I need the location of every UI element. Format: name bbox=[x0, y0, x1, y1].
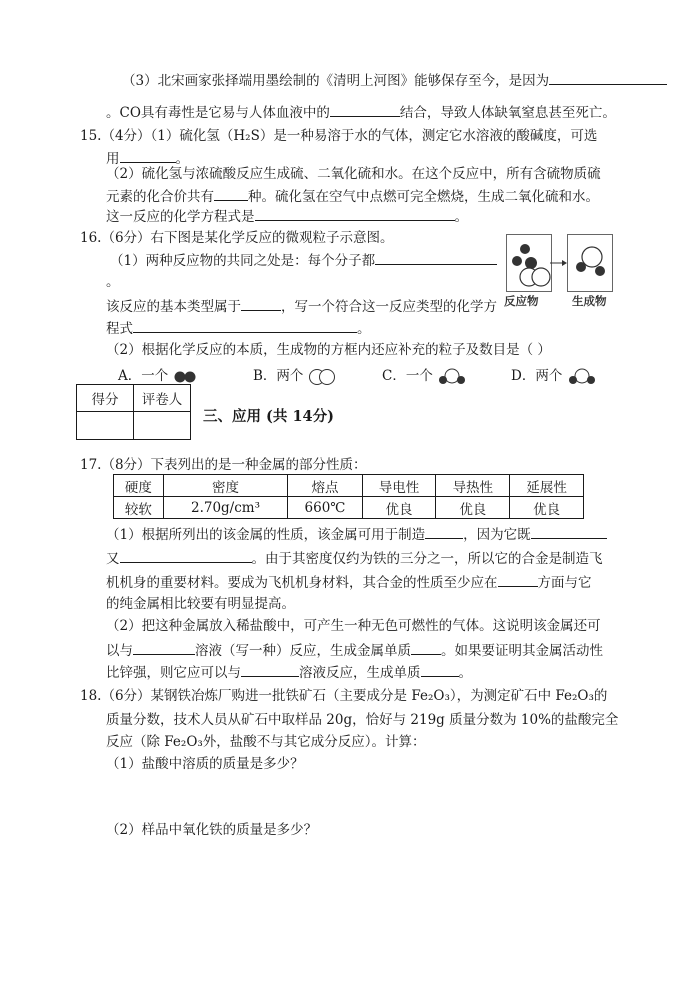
reactant-caption: 反应物 bbox=[504, 294, 539, 308]
table-header: 导热性 bbox=[436, 475, 510, 497]
product-box bbox=[567, 234, 613, 292]
score-label: 得分 bbox=[77, 385, 134, 412]
table-header: 熔点 bbox=[288, 475, 362, 497]
q17-p1-text1b: ，因为它既 bbox=[463, 527, 531, 543]
bent-molecule-icon bbox=[567, 368, 597, 386]
answer-blank[interactable] bbox=[214, 186, 248, 201]
q14-3-text2b: 结合，导致人体缺氧窒息甚至死亡。 bbox=[399, 105, 616, 121]
q17-p1-line1 bbox=[106, 524, 607, 545]
q17-p1-line3 bbox=[106, 572, 592, 593]
q18-line2: 质量分数，技术人员从矿石中取样品 20g，恰好与 219g 质量分数为 10%的盐酸完全 bbox=[106, 712, 619, 728]
answer-blank[interactable] bbox=[255, 206, 455, 221]
option-d[interactable] bbox=[511, 366, 597, 386]
q14-3-text2a: 。CO具有毒性是它易与人体血液中的 bbox=[106, 105, 330, 121]
q18-line3: 反应（除 Fe₂O₃外，盐酸不与其它成分反应）。计算： bbox=[106, 734, 426, 750]
answer-blank[interactable] bbox=[375, 250, 497, 265]
q16-line5 bbox=[106, 318, 371, 339]
grader-cell[interactable] bbox=[134, 412, 191, 440]
q17-p2-text2b: 溶液（写一种）反应，生成金属单质 bbox=[195, 643, 411, 659]
reactant-box bbox=[506, 234, 552, 292]
two-black-atoms-icon bbox=[173, 370, 199, 384]
q16-line2 bbox=[110, 250, 497, 271]
q17-p2-text3b: 溶液反应，生成单质 bbox=[299, 665, 421, 681]
q17-p1-text3: 机机身的重要材料。要成为飞机机身材料，其合金的性质至少应在 bbox=[106, 575, 498, 591]
q17-p2-text3c: 。 bbox=[458, 665, 472, 681]
answer-blank[interactable] bbox=[241, 296, 281, 311]
q14-3-line2 bbox=[106, 102, 616, 123]
option-c[interactable] bbox=[382, 366, 467, 386]
answer-blank[interactable] bbox=[531, 524, 607, 539]
option-d-label: D．两个 bbox=[511, 368, 563, 384]
table-cell: 优良 bbox=[436, 497, 510, 519]
q17-p2-line3 bbox=[106, 662, 472, 683]
table-cell: 2.70g/cm³ bbox=[163, 497, 287, 519]
q15-line5 bbox=[106, 206, 468, 227]
q17-p1-text1a: （1）根据所列出的该金属的性质，该金属可用于制造 bbox=[106, 527, 426, 543]
q18-sub1: （1）盐酸中溶质的质量是多少？ bbox=[106, 756, 304, 772]
q16-text2: （1）两种反应物的共同之处是：每个分子都 bbox=[110, 253, 376, 269]
q14-3-text1: （3）北宋画家张择端用墨绘制的《清明上河图》能够保存至今，是因为 bbox=[122, 73, 550, 89]
q17-p1-text2a: 又 bbox=[106, 551, 120, 567]
q16-line4 bbox=[106, 296, 497, 317]
q16-text5b: 。 bbox=[357, 321, 371, 337]
product-caption: 生成物 bbox=[572, 294, 607, 308]
q15-line1: 15.（4分）（1）硫化氢（H₂S）是一种易溶于水的气体，测定它水溶液的酸碱度，可选 bbox=[80, 128, 598, 144]
option-b-label: B．两个 bbox=[253, 368, 304, 384]
table-cell: 较软 bbox=[114, 497, 164, 519]
q16-text4a: 该反应的基本类型属于 bbox=[106, 299, 241, 315]
q18-sub2: （2）样品中氧化铁的质量是多少？ bbox=[106, 822, 318, 838]
table-header: 延展性 bbox=[510, 475, 584, 497]
table-header: 硬度 bbox=[114, 475, 164, 497]
q15-line3: （2）硫化氢与浓硫酸反应生成硫、二氧化硫和水。在这个反应中，所有含硫物质硫 bbox=[106, 166, 601, 182]
answer-blank[interactable] bbox=[120, 148, 176, 163]
option-a[interactable] bbox=[118, 366, 199, 386]
q16-line3: 。 bbox=[106, 274, 120, 290]
q17-p2-text2c: 。如果要证明其金属活动性 bbox=[441, 643, 603, 659]
q14-3-line1 bbox=[122, 70, 667, 91]
option-b[interactable] bbox=[253, 366, 336, 386]
q15-text2a: 用 bbox=[106, 151, 120, 167]
q17-line1: 17.（8分）下表列出的是一种金属的部分性质： bbox=[80, 457, 367, 473]
answer-blank[interactable] bbox=[411, 640, 441, 655]
q16-line6: （2）根据化学反应的本质，生成物的方框内还应补充的粒子及数目是（ ） bbox=[106, 342, 551, 358]
table-cell: 优良 bbox=[510, 497, 584, 519]
score-cell[interactable] bbox=[77, 412, 134, 440]
q17-p1-line4: 的纯金属相比较要有明显提高。 bbox=[106, 596, 295, 612]
option-a-label: A．一个 bbox=[118, 368, 169, 384]
q15-line4 bbox=[106, 186, 599, 207]
table-header: 密度 bbox=[163, 475, 287, 497]
q17-p2-line1: （2）把这种金属放入稀盐酸中，可产生一种无色可燃性的气体。这说明该金属还可 bbox=[106, 618, 601, 634]
q17-p2-line2 bbox=[106, 640, 603, 661]
grader-label: 评卷人 bbox=[134, 385, 191, 412]
answer-blank[interactable] bbox=[241, 662, 299, 677]
q15-text5a: 这一反应的化学方程式是 bbox=[106, 209, 255, 225]
answer-blank[interactable] bbox=[133, 318, 357, 333]
table-header: 导电性 bbox=[362, 475, 436, 497]
q15-text5b: 。 bbox=[454, 209, 468, 225]
q15-text2b: 。 bbox=[175, 151, 189, 167]
option-c-label: C．一个 bbox=[382, 368, 433, 384]
answer-blank[interactable] bbox=[120, 548, 252, 563]
answer-blank[interactable] bbox=[133, 640, 195, 655]
q16-text5a: 程式 bbox=[106, 321, 133, 337]
q18-line1: 18.（6分）某钢铁冶炼厂购进一批铁矿石（主要成分是 Fe₂O₃），为测定矿石中 Fe₂O₃的 bbox=[80, 688, 608, 704]
answer-blank[interactable] bbox=[425, 524, 463, 539]
property-table bbox=[113, 474, 584, 519]
answer-blank[interactable] bbox=[498, 572, 538, 587]
score-table bbox=[76, 384, 191, 440]
q17-p1-text2b: 。由于其密度仅约为铁的三分之一，所以它的合金是制造飞 bbox=[251, 551, 603, 567]
table-cell: 660℃ bbox=[288, 497, 362, 519]
q17-p1-line2 bbox=[106, 548, 603, 569]
bent-molecule-icon bbox=[437, 368, 467, 386]
q17-p1-text3b: 方面与它 bbox=[537, 575, 592, 591]
section-title: 三、应用 (共 14分) bbox=[203, 408, 334, 425]
answer-blank[interactable] bbox=[549, 70, 667, 85]
answer-blank[interactable] bbox=[421, 662, 459, 677]
q16-text4b: ，写一个符合这一反应类型的化学方 bbox=[281, 299, 497, 315]
q17-p2-text2a: 以与 bbox=[106, 643, 133, 659]
answer-blank[interactable] bbox=[330, 102, 400, 117]
product-molecule-icon bbox=[568, 235, 612, 291]
table-cell: 优良 bbox=[362, 497, 436, 519]
q15-text4b: 种。硫化氢在空气中点燃可完全燃烧，生成二氧化硫和水。 bbox=[248, 189, 599, 205]
q16-line1: 16.（6分）右下图是某化学反应的微观粒子示意图。 bbox=[80, 230, 394, 246]
q15-text4a: 元素的化合价共有 bbox=[106, 189, 214, 205]
arrow-icon bbox=[550, 258, 568, 268]
q17-p2-text3a: 比锌强，则它应可以与 bbox=[106, 665, 241, 681]
two-white-atoms-icon bbox=[308, 368, 336, 386]
reactant-molecules-icon bbox=[507, 235, 551, 291]
